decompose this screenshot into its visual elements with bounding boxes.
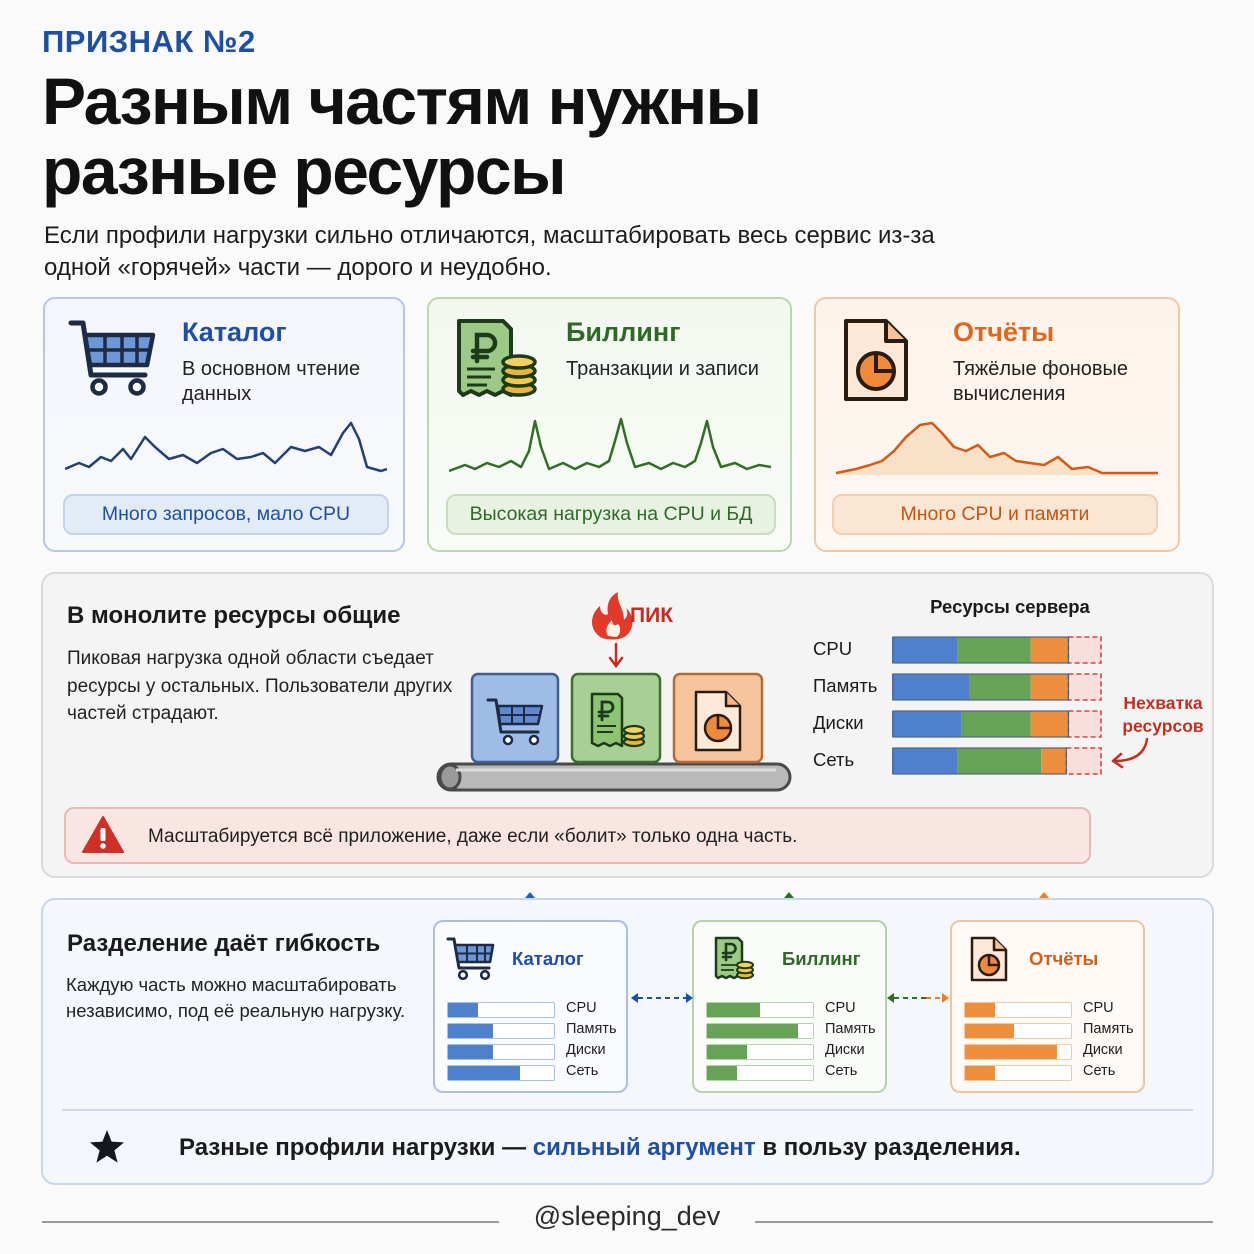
profile-card-catalog bbox=[43, 297, 405, 552]
service-load-label: CPU bbox=[566, 1000, 597, 1016]
shopping-cart-icon bbox=[445, 934, 495, 982]
resource-label: CPU bbox=[813, 638, 853, 659]
profile-pill: Высокая нагрузка на CPU и БД bbox=[446, 494, 776, 535]
monolith-title: В монолите ресурсы общие bbox=[67, 602, 401, 629]
resources-title: Ресурсы сервера bbox=[930, 596, 1090, 617]
resource-segment-green bbox=[957, 748, 1041, 774]
shortage-label: Нехватка ресурсов bbox=[1122, 693, 1204, 736]
link-arrow-green-icon bbox=[886, 991, 950, 1005]
resource-shortage bbox=[1066, 748, 1101, 774]
eyebrow-label: ПРИЗНАК №2 bbox=[42, 24, 256, 59]
fire-icon bbox=[578, 590, 688, 670]
service-load-label: Память bbox=[825, 1021, 876, 1037]
service-load-fill bbox=[707, 1066, 737, 1080]
service-load-fill bbox=[965, 1003, 995, 1017]
service-load-bar bbox=[706, 1065, 814, 1081]
resource-segment-blue bbox=[892, 674, 970, 700]
service-load-label: Сеть bbox=[1083, 1063, 1116, 1079]
service-load-bar bbox=[964, 1023, 1072, 1039]
monolith-module-reports bbox=[674, 674, 762, 762]
pie-chart-document-icon bbox=[838, 317, 928, 402]
split-divider bbox=[62, 1109, 1193, 1111]
resource-segment-blue bbox=[892, 748, 957, 774]
service-load-fill bbox=[448, 1024, 493, 1038]
footer-rule-right bbox=[755, 1221, 1213, 1223]
service-title: Каталог bbox=[512, 948, 584, 969]
resource-segment-blue bbox=[892, 637, 957, 663]
resource-segment-green bbox=[970, 674, 1031, 700]
service-card-reports bbox=[950, 920, 1145, 1093]
service-load-fill bbox=[965, 1045, 1057, 1059]
load-wave-billing bbox=[449, 417, 771, 485]
service-load-bar bbox=[706, 1044, 814, 1060]
resource-label: Сеть bbox=[813, 749, 855, 770]
service-load-bar bbox=[447, 1023, 555, 1039]
service-load-fill bbox=[448, 1003, 478, 1017]
resource-label: Память bbox=[813, 675, 878, 696]
resource-bar bbox=[892, 636, 1102, 664]
footer-rule-left bbox=[42, 1221, 499, 1223]
resource-segment-orange bbox=[1031, 711, 1069, 737]
profile-description: В основном чтение данных bbox=[182, 358, 361, 405]
service-title: Отчёты bbox=[1029, 948, 1099, 969]
profile-title: Биллинг bbox=[566, 317, 681, 347]
pie-chart-document-icon bbox=[962, 934, 1012, 982]
service-load-label: Сеть bbox=[566, 1063, 599, 1079]
service-load-label: CPU bbox=[825, 1000, 856, 1016]
service-load-bar bbox=[964, 1065, 1072, 1081]
service-load-fill bbox=[707, 1045, 747, 1059]
load-wave-reports bbox=[836, 417, 1158, 485]
resource-shortage bbox=[1068, 674, 1101, 700]
profile-description: Тяжёлые фоновые вычисления bbox=[953, 358, 1129, 405]
resource-bar bbox=[892, 710, 1102, 738]
service-load-bar bbox=[706, 1002, 814, 1018]
warning-icon bbox=[82, 815, 124, 855]
resource-bar bbox=[892, 673, 1102, 701]
service-load-label: Память bbox=[566, 1021, 617, 1037]
profile-pill: Много CPU и памяти bbox=[832, 494, 1158, 535]
service-load-fill bbox=[965, 1024, 1014, 1038]
service-load-label: Память bbox=[1083, 1021, 1134, 1037]
resource-segment-orange bbox=[1031, 674, 1069, 700]
author-handle: @sleeping_dev bbox=[533, 1201, 721, 1231]
service-load-label: Диски bbox=[825, 1042, 865, 1058]
profile-card-billing bbox=[427, 297, 792, 552]
profile-title: Отчёты bbox=[953, 317, 1055, 347]
profile-description: Транзакции и записи bbox=[566, 358, 759, 380]
shopping-cart-icon bbox=[67, 317, 157, 402]
service-load-label: Диски bbox=[1083, 1042, 1123, 1058]
resource-segment-green bbox=[957, 637, 1031, 663]
resource-segment-orange bbox=[1031, 637, 1069, 663]
warning-text: Масштабируется всё приложение, даже если «болит» только одна часть. bbox=[148, 826, 798, 847]
service-load-bar bbox=[706, 1023, 814, 1039]
conclusion-post: в пользу разделения. bbox=[755, 1134, 1021, 1161]
resource-segment-blue bbox=[892, 711, 961, 737]
service-load-fill bbox=[707, 1024, 798, 1038]
split-description: Каждую часть можно масштабировать независимо, под её реальную нагрузку. bbox=[66, 974, 406, 1021]
resource-segment-orange bbox=[1041, 748, 1066, 774]
load-wave-catalog bbox=[65, 417, 387, 485]
service-load-fill bbox=[965, 1066, 995, 1080]
resource-shortage bbox=[1068, 637, 1101, 663]
service-card-billing bbox=[692, 920, 887, 1093]
service-load-fill bbox=[707, 1003, 760, 1017]
monolith-module-catalog bbox=[472, 674, 558, 762]
resource-shortage bbox=[1068, 711, 1101, 737]
service-card-catalog bbox=[433, 920, 628, 1093]
conclusion-accent: сильный аргумент bbox=[532, 1134, 756, 1161]
ruble-receipt-coins-icon bbox=[451, 317, 541, 402]
profile-card-reports bbox=[814, 297, 1180, 552]
resource-bar bbox=[892, 747, 1102, 775]
page-subtitle: Если профили нагрузки сильно отличаются, масштабировать весь сервис из-за одной «горячей» части — дорого и неудобно. bbox=[44, 222, 935, 281]
conclusion-text bbox=[179, 1134, 1021, 1162]
service-title: Биллинг bbox=[782, 948, 861, 969]
peak-label: ПИК bbox=[630, 604, 674, 627]
service-load-fill bbox=[448, 1045, 493, 1059]
service-load-bar bbox=[447, 1002, 555, 1018]
monolith-conveyor bbox=[436, 670, 792, 795]
service-load-bar bbox=[964, 1044, 1072, 1060]
shortage-arrow-icon bbox=[1105, 735, 1155, 770]
service-load-label: Сеть bbox=[825, 1063, 858, 1079]
star-icon bbox=[88, 1128, 126, 1166]
service-load-bar bbox=[447, 1044, 555, 1060]
page-title: Разным частям нужны разные ресурсы bbox=[42, 64, 761, 208]
profile-pill: Много запросов, мало CPU bbox=[63, 494, 389, 535]
resource-label: Диски bbox=[813, 712, 864, 733]
service-load-label: CPU bbox=[1083, 1000, 1114, 1016]
service-load-label: Диски bbox=[566, 1042, 606, 1058]
service-load-bar bbox=[447, 1065, 555, 1081]
profile-title: Каталог bbox=[182, 317, 287, 347]
split-title: Разделение даёт гибкость bbox=[67, 930, 381, 957]
resource-segment-green bbox=[961, 711, 1030, 737]
monolith-description: Пиковая нагрузка одной области съедает ресурсы у остальных. Пользователи других частей страдают. bbox=[67, 648, 453, 724]
service-load-fill bbox=[448, 1066, 520, 1080]
service-load-bar bbox=[964, 1002, 1072, 1018]
conclusion-pre: Разные профили нагрузки — bbox=[179, 1134, 533, 1161]
ruble-receipt-coins-icon bbox=[704, 934, 754, 982]
link-arrow-blue-icon bbox=[630, 991, 694, 1005]
monolith-module-billing bbox=[572, 674, 660, 762]
